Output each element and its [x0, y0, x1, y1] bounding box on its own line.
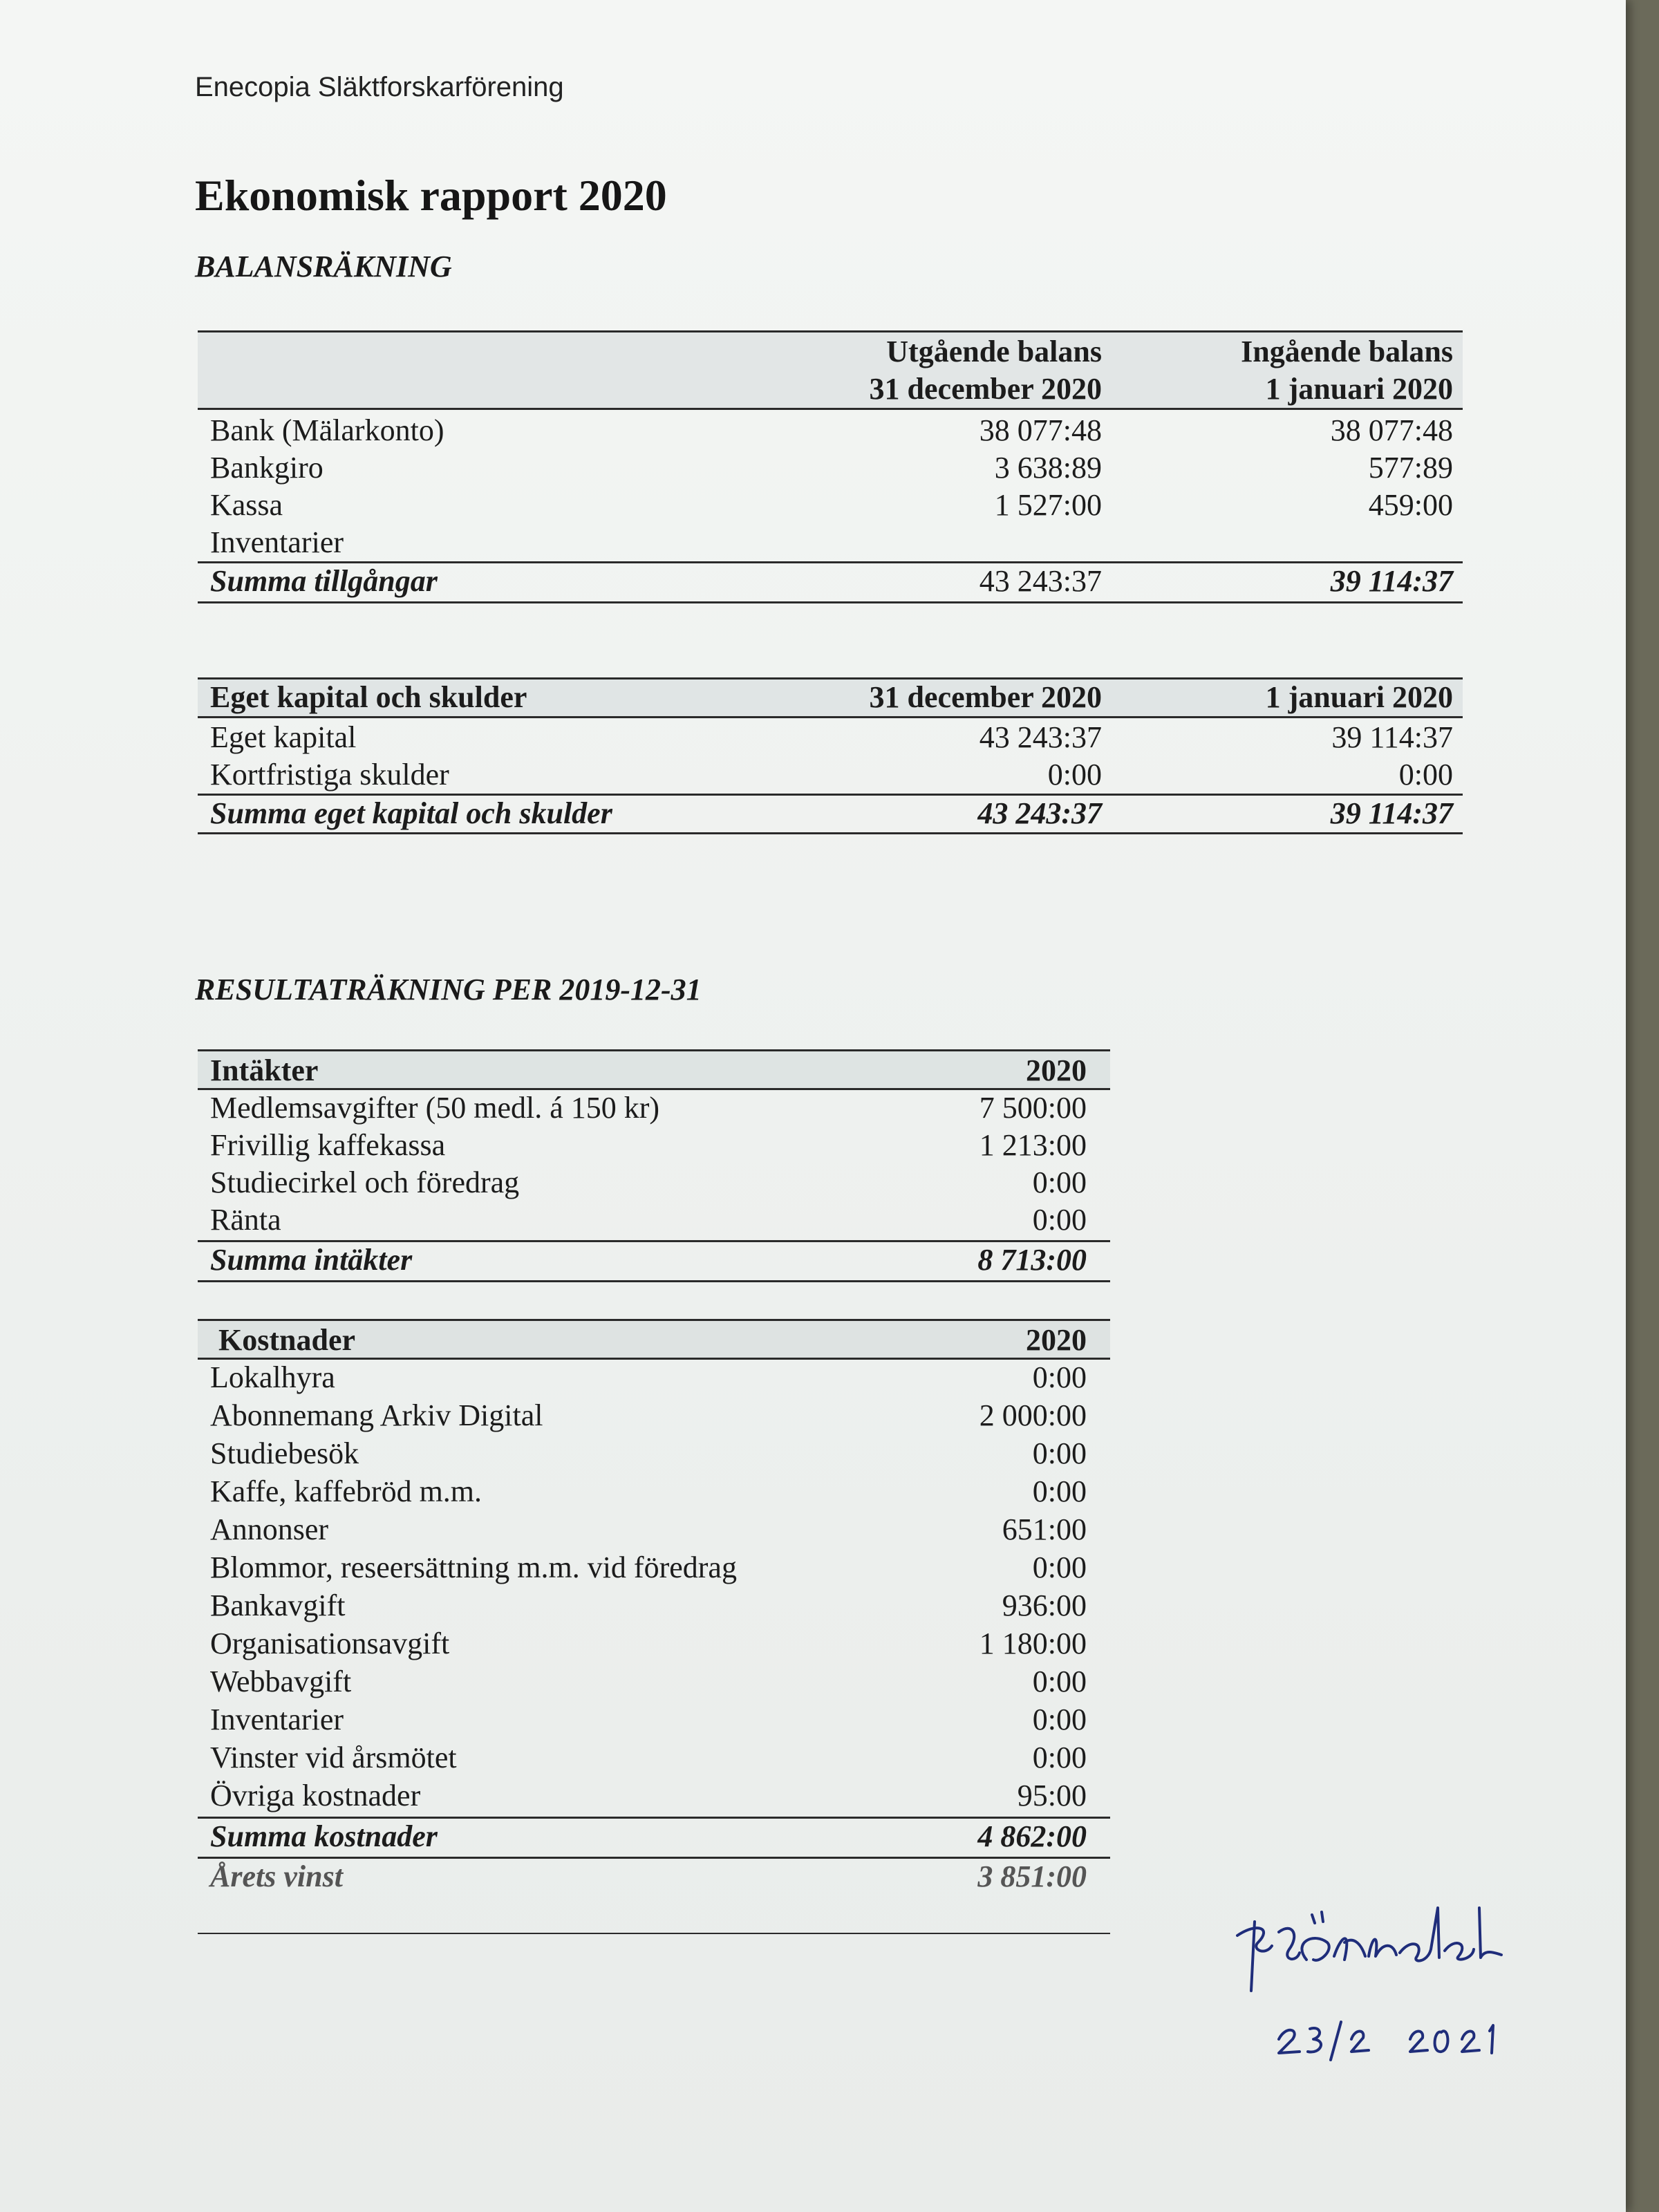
table-row: Bankavgift 936:00 — [210, 1588, 1087, 1622]
table-row: Webbavgift 0:00 — [210, 1665, 1087, 1698]
table-row: Lokalhyra 0:00 — [210, 1360, 1087, 1394]
table-row: Bankgiro 3 638:89 577:89 — [210, 451, 1453, 485]
assets-total-row: Summa tillgångar 43 243:37 39 114:37 — [210, 564, 1453, 598]
balance-assets-table — [198, 328, 1463, 604]
table-row: Kaffe, kaffebröd m.m. 0:00 — [210, 1474, 1087, 1508]
table-row: Blommor, reseersättning m.m. vid föredrag 0:00 — [210, 1550, 1087, 1584]
organization-name: Enecopia Släktforskarförening — [195, 72, 564, 102]
costs-table — [198, 1318, 1110, 1940]
balance-heading: BALANSRÄKNING — [195, 250, 452, 283]
table-row: Övriga kostnader 95:00 — [210, 1779, 1087, 1812]
table-row: Annonser 651:00 — [210, 1512, 1087, 1546]
col-opening-date: 1 januari 2020 — [1265, 372, 1453, 406]
result-heading: RESULTATRÄKNING PER 2019-12-31 — [195, 973, 702, 1006]
table-row: Studiebesök 0:00 — [210, 1436, 1087, 1470]
income-table — [198, 1048, 1110, 1283]
bottom-rule — [198, 1933, 1110, 1934]
table-row: Bank (Mälarkonto) 38 077:48 38 077:48 — [210, 413, 1453, 447]
table-row: Kortfristiga skulder 0:00 0:00 — [210, 758, 1453, 791]
col-opening-label: Ingående balans — [1241, 335, 1453, 368]
table-row: Studiecirkel och föredrag 0:00 — [210, 1165, 1087, 1199]
costs-total-row: Summa kostnader 4 862:00 — [210, 1819, 1087, 1853]
liabilities-total-row: Summa eget kapital och skulder 43 243:37 39 114:37 — [210, 796, 1453, 830]
table-row: Frivillig kaffekassa 1 213:00 — [210, 1128, 1087, 1162]
liabilities-header-row: Eget kapital och skulder 31 december 2020 1 januari 2020 — [210, 680, 1453, 714]
table-row: Kassa 1 527:00 459:00 — [210, 488, 1453, 522]
income-header-row: Intäkter 2020 — [210, 1053, 1087, 1087]
profit-row: Årets vinst 3 851:00 — [210, 1859, 1087, 1893]
table-row: Medlemsavgifter (50 medl. á 150 kr) 7 500:00 — [210, 1091, 1087, 1125]
table-row: Abonnemang Arkiv Digital 2 000:00 — [210, 1398, 1087, 1432]
table-row: Ränta 0:00 — [210, 1203, 1087, 1237]
table-row: Inventarier 0:00 — [210, 1703, 1087, 1736]
col-closing-date: 31 december 2020 — [869, 372, 1102, 406]
table-row: Organisationsavgift 1 180:00 — [210, 1627, 1087, 1660]
income-total-row: Summa intäkter 8 713:00 — [210, 1243, 1087, 1277]
table-row: Vinster vid årsmötet 0:00 — [210, 1741, 1087, 1774]
report-title: Ekonomisk rapport 2020 — [195, 171, 667, 220]
table-row: Eget kapital 43 243:37 39 114:37 — [210, 720, 1453, 754]
handwritten-signature — [1230, 1894, 1555, 2074]
col-closing-label: Utgående balans — [886, 335, 1102, 368]
costs-header-row: Kostnader 2020 — [218, 1323, 1087, 1357]
table-row: Inventarier — [210, 525, 344, 559]
balance-liabilities-table — [198, 676, 1463, 835]
